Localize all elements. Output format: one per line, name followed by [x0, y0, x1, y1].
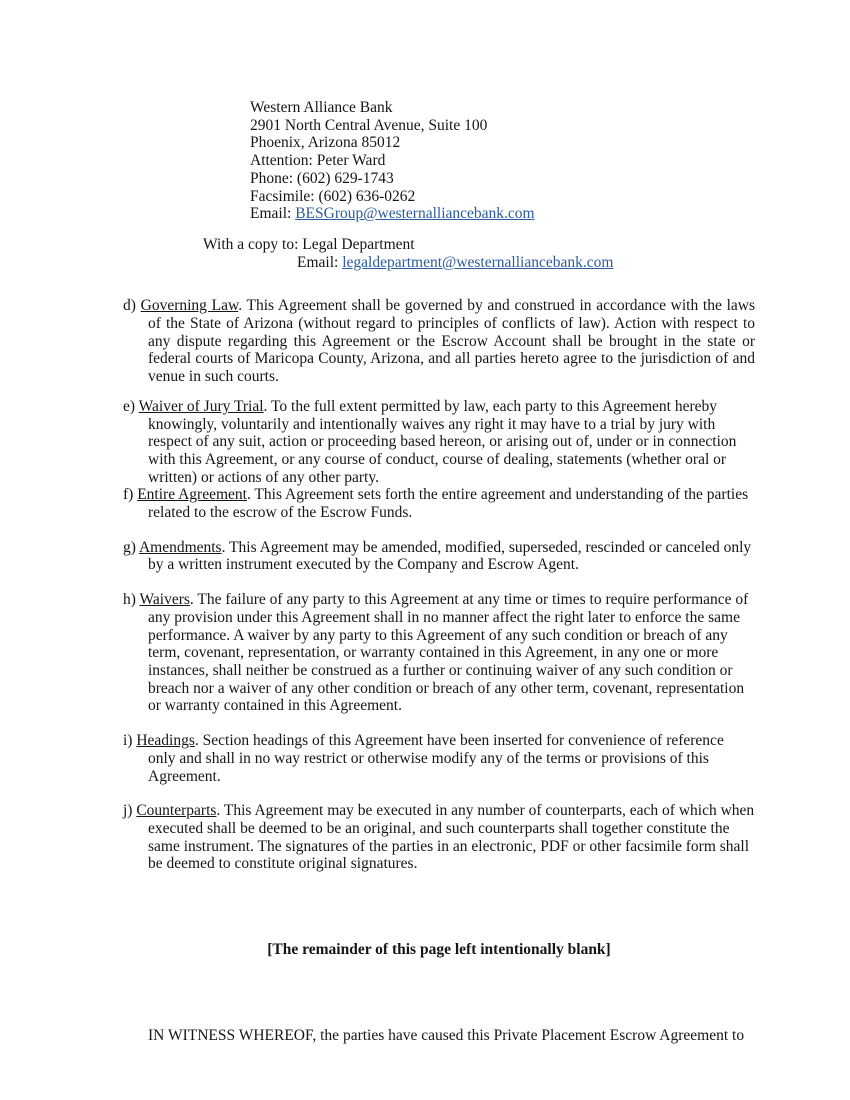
copy-to-email-line [297, 254, 850, 272]
clause-headings [123, 732, 755, 785]
bes-group-email-link[interactable]: BESGroup@westernalliancebank.com [295, 205, 535, 223]
clause-marker: d) [123, 297, 141, 315]
clause-body: . This Agreement shall be governed by and construed in accordance with the laws of the State of Arizona (without regard to principles of conflicts of law). Action with respect to any dispute regarding this Agreement or the Escrow Account shall be brought in the state or federal courts of Maricopa County, Arizona, and all parties hereto agree to the jurisdiction of and venue in such courts. [148, 297, 755, 386]
clause-marker: h) [123, 591, 140, 609]
address-line-phone: Phone: (602) 629-1743 [250, 169, 394, 187]
address-line-city: Phoenix, Arizona 85012 [250, 134, 401, 152]
remainder-blank-notice: [The remainder of this page left intentionally blank] [267, 941, 611, 958]
clause-body: . This Agreement sets forth the entire agreement and understanding of the parties related to the escrow of the Escrow Funds. [148, 486, 749, 522]
clause-waiver-of-jury-trial [123, 398, 755, 487]
escrow-agent-address-block [250, 0, 850, 223]
clause-heading: Waiver of Jury Trial [138, 397, 264, 415]
copy-to-block [203, 236, 850, 271]
clause-marker: g) [123, 538, 139, 556]
clause-waivers [123, 591, 755, 715]
clause-marker: i) [123, 732, 137, 750]
clause-body: . This Agreement may be amended, modified, superseded, rescinded or canceled only by a written instrument executed by the Company and Escrow Agent. [148, 538, 752, 574]
email-label: Email: [297, 253, 343, 271]
address-line-street: 2901 North Central Avenue, Suite 100 [250, 116, 488, 134]
clause-heading: Governing Law [140, 297, 239, 315]
email-label: Email: [250, 205, 296, 223]
clause-heading: Amendments [138, 538, 222, 556]
address-line-bank-name: Western Alliance Bank [250, 99, 393, 116]
clauses-section [123, 297, 755, 873]
clause-heading: Entire Agreement [137, 486, 247, 504]
clause-marker: e) [123, 397, 139, 415]
legal-department-email-link[interactable]: legaldepartment@westernalliancebank.com [342, 253, 614, 271]
witness-whereof-line: IN WITNESS WHEREOF, the parties have caused this Private Placement Escrow Agreement to [148, 1027, 745, 1044]
clause-body: . To the full extent permitted by law, each party to this Agreement hereby knowingly, voluntarily and intentionally waives any right it may have to a trial by jury with respect of any suit, action or proceeding based hereon, or arising out of, under or in connection with this Agreement, or any course of conduct, course of dealing, statements (whether oral or written) or actions of any other party. [148, 397, 737, 486]
address-line-email [250, 205, 850, 223]
clause-heading: Counterparts [136, 802, 217, 820]
clause-heading: Headings [136, 732, 195, 750]
address-line-facsimile: Facsimile: (602) 636-0262 [250, 187, 416, 205]
clause-marker: f) [123, 486, 138, 504]
clause-marker: j) [123, 802, 137, 820]
clause-body: . Section headings of this Agreement have been inserted for convenience of reference only and shall in no way restrict or otherwise modify any of the terms or provisions of this Agreement. [148, 732, 724, 785]
clause-amendments [123, 539, 755, 574]
clause-counterparts [123, 802, 755, 873]
clause-heading: Waivers [139, 591, 190, 609]
clause-governing-law [123, 297, 755, 386]
clause-entire-agreement [123, 486, 755, 521]
clause-body: . The failure of any party to this Agreement at any time or times to require performance of any provision under this Agreement shall in no manner affect the right later to enforce the same performance. A waiver by any party to this Agreement of any such condition or breach of any term, covenant, representation, or warranty contained in this Agreement, in any one or more instances, shall neither be construed as a further or continuing waiver of any such condition or breach nor a waiver of any other condition or breach of any other term, covenant, representation or warranty contained in this Agreement. [148, 591, 749, 715]
address-line-attention: Attention: Peter Ward [250, 152, 386, 170]
clause-body: . This Agreement may be executed in any number of counterparts, each of which when executed shall be deemed to be an original, and such counterparts shall together constitute the same instrument. The signatures of the parties in an electronic, PDF or other facsimile form shall be deemed to constitute original signatures. [148, 802, 755, 873]
copy-to-intro: With a copy to: Legal Department [203, 235, 415, 253]
